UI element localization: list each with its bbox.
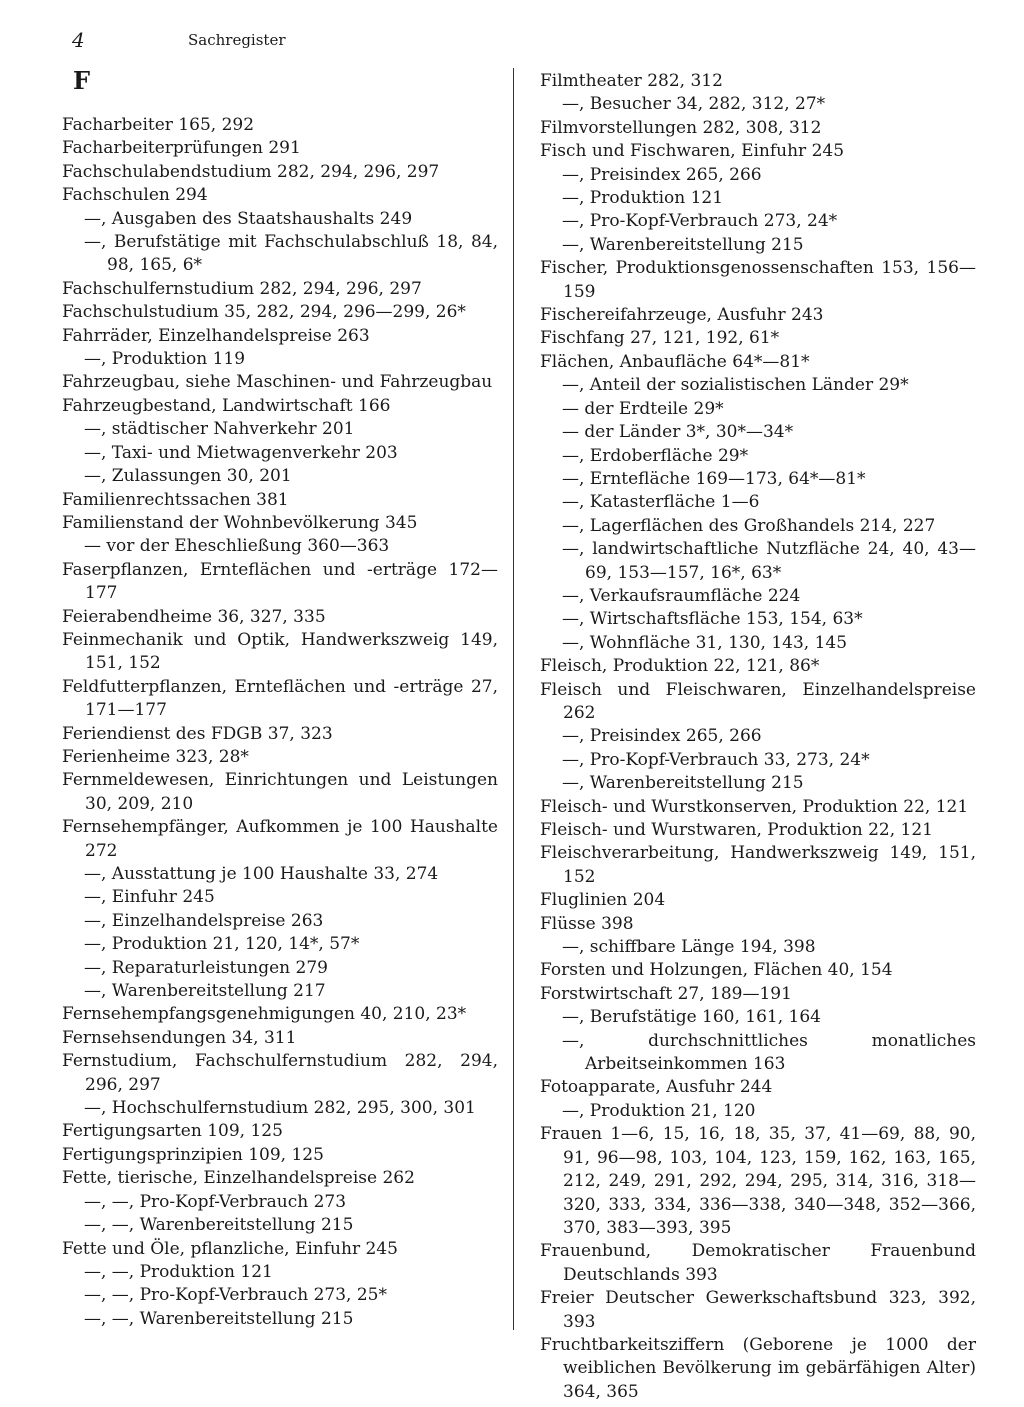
index-entry: —, Warenbereitstellung 217: [84, 981, 326, 1002]
page-number: 4: [72, 28, 85, 52]
index-entry: —, Produktion 121: [562, 188, 724, 209]
index-entry-list-left: [62, 114, 498, 1331]
index-entry: —, Produktion 119: [84, 349, 246, 370]
index-entry: —, —, Pro-Kopf-Verbrauch 273, 25*: [84, 1285, 387, 1306]
index-entry: —, Preisindex 265, 266: [562, 726, 762, 747]
index-entry: —, Lagerflächen des Großhandels 214, 227: [562, 515, 936, 536]
index-entry: —, Produktion 21, 120, 14*, 57*: [84, 934, 360, 955]
index-entry: Frauenbund, Demokratischer Frauenbund Deutschlands 393: [540, 1241, 976, 1285]
index-entry: —, —, Warenbereitstellung 215: [84, 1308, 354, 1329]
index-entry: Fotoapparate, Ausfuhr 244: [540, 1077, 773, 1098]
index-entry: —, Wirtschaftsfläche 153, 154, 63*: [562, 609, 863, 630]
index-entry: Familienstand der Wohnbevölkerung 345: [62, 512, 418, 533]
index-entry: Fernsehempfangsgenehmigungen 40, 210, 23*: [62, 1004, 467, 1025]
index-entry: Fahrzeugbestand, Landwirtschaft 166: [62, 395, 391, 416]
index-entry: Fahrräder, Einzelhandelspreise 263: [62, 325, 370, 346]
index-entry: Fachschulen 294: [62, 185, 208, 206]
index-entry: —, Berufstätige mit Fachschulabschluß 18, 84, 98, 165, 6*: [84, 232, 498, 276]
index-entry: —, durchschnittliches monatliches Arbeitseinkommen 163: [562, 1030, 976, 1075]
index-entry-list-right: [540, 70, 976, 1404]
index-entry: Fruchtbarkeitsziffern (Geborene je 1000 der weiblichen Bevölkerung im gebärfähigen Alter) 364, 365: [540, 1334, 976, 1402]
index-entry: Freier Deutscher Gewerkschaftsbund 323, 392, 393: [540, 1288, 976, 1332]
index-entry: Faserpflanzen, Ernteflächen und -erträge 172—177: [62, 559, 498, 604]
index-entry: Fahrzeugbau, siehe Maschinen- und Fahrzeugbau: [62, 372, 493, 393]
section-letter: F: [73, 66, 91, 95]
index-entry: Fleisch, Produktion 22, 121, 86*: [540, 656, 820, 677]
index-entry: —, Warenbereitstellung 215: [562, 234, 804, 255]
index-entry: — der Länder 3*, 30*—34*: [562, 422, 794, 443]
index-entry: Fernstudium, Fachschulfernstudium 282, 294, 296, 297: [62, 1051, 498, 1095]
index-entry: Fleisch- und Wurstwaren, Produktion 22, 121: [540, 820, 933, 840]
index-entry: Fernsehempfänger, Aufkommen je 100 Haushalte 272: [62, 817, 498, 861]
index-entry: —, schiffbare Länge 194, 398: [562, 937, 816, 958]
index-entry: —, landwirtschaftliche Nutzfläche 24, 40, 43—69, 153—157, 16*, 63*: [562, 539, 976, 583]
index-entry: Fernmeldewesen, Einrichtungen und Leistungen 30, 209, 210: [62, 770, 498, 814]
index-column-left: [62, 114, 498, 1331]
index-entry: Fleischverarbeitung, Handwerkszweig 149, 151, 152: [540, 843, 976, 887]
index-entry: Fette und Öle, pflanzliche, Einfuhr 245: [62, 1238, 398, 1259]
index-entry: Frauen 1—6, 15, 16, 18, 35, 37, 41—69, 88, 90, 91, 96—98, 103, 104, 123, 159, 162, 163, 165, 212, 249, 291, 292, 294, 295, 314, 316, 318—320, 333, 334, 336—338, 340—348, 352—366, 370, 383—393, 395: [540, 1124, 976, 1238]
index-entry: —, Erntefläche 169—173, 64*—81*: [562, 468, 866, 489]
index-entry: Facharbeiter 165, 292: [62, 115, 255, 135]
index-entry: Filmvorstellungen 282, 308, 312: [540, 117, 822, 138]
index-entry: Fertigungsarten 109, 125: [62, 1121, 283, 1142]
index-entry: Feinmechanik und Optik, Handwerkszweig 149, 151, 152: [62, 629, 498, 674]
index-entry: — der Erdteile 29*: [562, 398, 724, 419]
index-entry: Forsten und Holzungen, Flächen 40, 154: [540, 960, 893, 981]
index-entry: Fernsehsendungen 34, 311: [62, 1027, 297, 1048]
index-entry: Forstwirtschaft 27, 189—191: [540, 983, 792, 1004]
index-entry: —, Besucher 34, 282, 312, 27*: [562, 94, 826, 115]
column-divider: [513, 68, 514, 1330]
index-entry: —, —, Warenbereitstellung 215: [84, 1215, 354, 1236]
index-entry: —, Reparaturleistungen 279: [84, 957, 328, 978]
index-entry: Feierabendheime 36, 327, 335: [62, 606, 326, 627]
index-entry: —, Preisindex 265, 266: [562, 164, 762, 185]
index-column-right: [540, 70, 976, 1404]
index-entry: —, Berufstätige 160, 161, 164: [562, 1007, 821, 1028]
index-entry: —, —, Produktion 121: [84, 1261, 273, 1282]
index-entry: Fluglinien 204: [540, 890, 666, 911]
index-entry: Flüsse 398: [540, 913, 634, 934]
index-entry: —, städtischer Nahverkehr 201: [84, 419, 355, 440]
index-entry: —, —, Pro-Kopf-Verbrauch 273: [84, 1191, 347, 1212]
index-entry: —, Verkaufsraumfläche 224: [562, 585, 801, 606]
running-title: Sachregister: [188, 31, 286, 49]
index-entry: Ferienheime 323, 28*: [62, 746, 249, 767]
index-entry: Fachschulfernstudium 282, 294, 296, 297: [62, 278, 422, 299]
index-entry: — vor der Eheschließung 360—363: [84, 536, 390, 557]
index-entry: Fleisch und Fleischwaren, Einzelhandelspreise 262: [540, 679, 976, 723]
index-entry: —, Ausgaben des Staatshaushalts 249: [84, 208, 413, 229]
index-entry: Flächen, Anbaufläche 64*—81*: [540, 351, 810, 372]
index-entry: Fisch und Fischwaren, Einfuhr 245: [540, 141, 845, 162]
index-entry: —, Erdoberfläche 29*: [562, 445, 749, 466]
index-entry: Fachschulabendstudium 282, 294, 296, 297: [62, 161, 440, 182]
index-entry: —, Wohnfläche 31, 130, 143, 145: [562, 632, 848, 653]
index-entry: Fachschulstudium 35, 282, 294, 296—299, 26*: [62, 302, 466, 323]
index-entry: Fleisch- und Wurstkonserven, Produktion 22, 121: [540, 796, 969, 817]
index-entry: Filmtheater 282, 312: [540, 71, 723, 91]
index-entry: —, Anteil der sozialistischen Länder 29*: [562, 375, 909, 396]
index-entry: —, Pro-Kopf-Verbrauch 273, 24*: [562, 211, 838, 232]
index-entry: —, Hochschulfernstudium 282, 295, 300, 301: [84, 1098, 476, 1119]
index-entry: Familienrechtssachen 381: [62, 489, 289, 510]
index-entry: —, Pro-Kopf-Verbrauch 33, 273, 24*: [562, 749, 870, 770]
index-entry: —, Warenbereitstellung 215: [562, 773, 804, 794]
index-entry: Fette, tierische, Einzelhandelspreise 262: [62, 1168, 415, 1189]
index-entry: Fischer, Produktionsgenossenschaften 153, 156—159: [540, 258, 976, 302]
index-entry: —, Einfuhr 245: [84, 887, 215, 908]
index-entry: Feldfutterpflanzen, Ernteflächen und -erträge 27, 171—177: [62, 676, 498, 721]
index-entry: —, Produktion 21, 120: [562, 1100, 756, 1121]
index-entry: —, Katasterfläche 1—6: [562, 492, 760, 513]
index-entry: Fischereifahrzeuge, Ausfuhr 243: [540, 305, 824, 326]
index-entry: —, Taxi- und Mietwagenverkehr 203: [84, 442, 398, 463]
index-entry: Fertigungsprinzipien 109, 125: [62, 1144, 324, 1165]
index-entry: Fischfang 27, 121, 192, 61*: [540, 328, 780, 349]
index-entry: —, Einzelhandelspreise 263: [84, 910, 324, 931]
index-entry: —, Ausstattung je 100 Haushalte 33, 274: [84, 864, 439, 884]
index-entry: Facharbeiterprüfungen 291: [62, 138, 301, 159]
index-entry: —, Zulassungen 30, 201: [84, 466, 292, 487]
index-entry: Feriendienst des FDGB 37, 323: [62, 723, 333, 744]
